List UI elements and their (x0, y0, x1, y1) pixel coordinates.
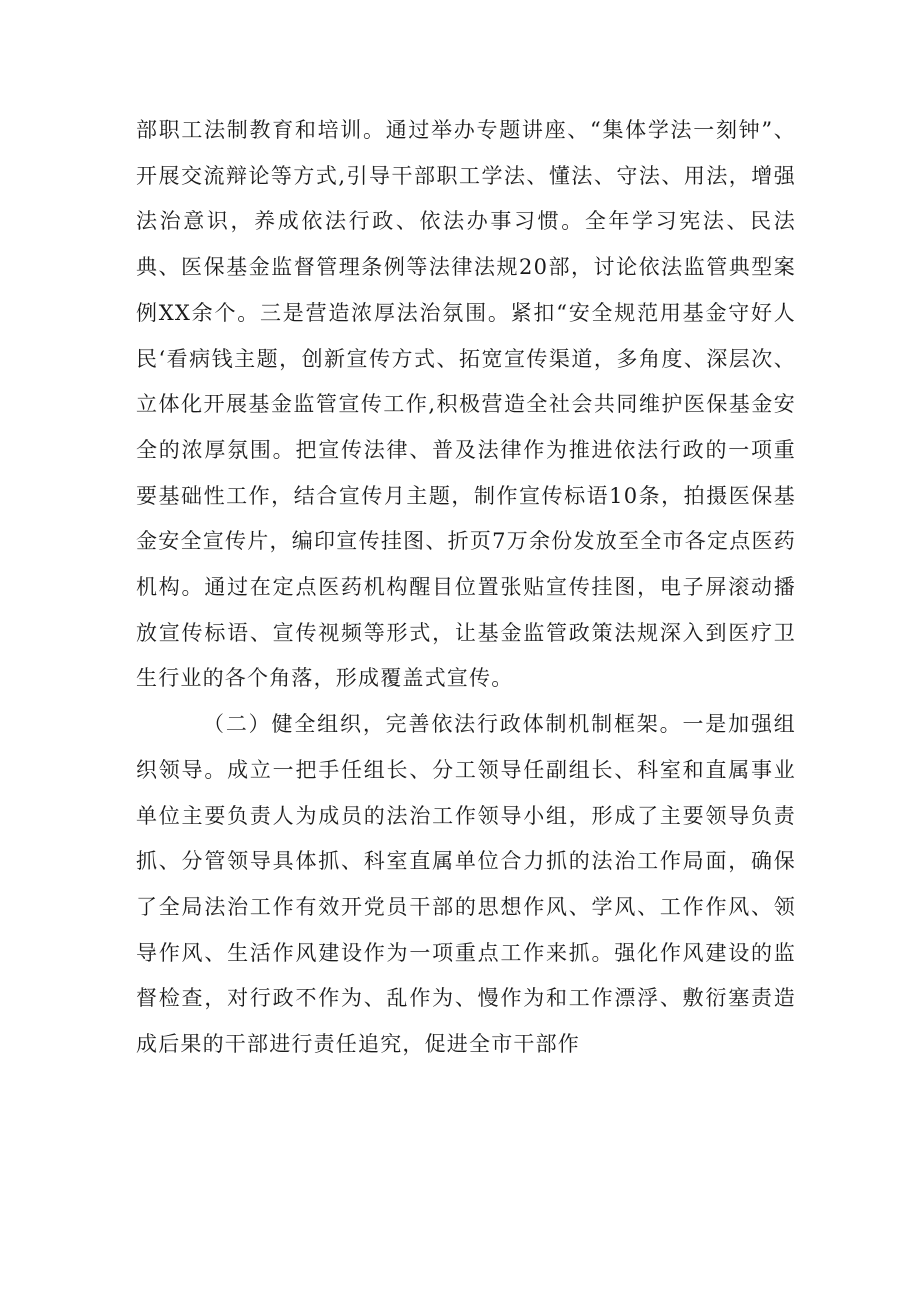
body-text (136, 108, 796, 1068)
paragraph-publicity: 部职工法制教育和培训。通过举办专题讲座、“集体学法一刻钟”、开展交流辩论等方式,引导干部职工学法、懂法、守法、用法，增强法治意识，养成依法行政、依法办事习惯。全年学习宪法、民法典、医保基金监督管理条例等法律法规20部，讨论依法监管典型案例XX余个。三是营造浓厚法治氛围。紧扣“安全规范用基金守好人民‘看病钱主题，创新宣传方式、拓宽宣传渠道，多角度、深层次、立体化开展基金监管宣传工作,积极营造全社会共同维护医保基金安全的浓厚氛围。把宣传法律、普及法律作为推进依法行政的一项重要基础性工作，结合宣传月主题，制作宣传标语10条，拍摄医保基金安全宣传片，编印宣传挂图、折页7万余份发放至全市各定点医药机构。通过在定点医药机构醒目位置张贴宣传挂图，电子屏滚动播放宣传标语、宣传视频等形式，让基金监管政策法规深入到医疗卫生行业的各个角落，形成覆盖式宣传。 (136, 118, 796, 691)
paragraph-organization: （二）健全组织，完善依法行政体制机制框架。一是加强组织领导。成立一把手任组长、分工领导任副组长、科室和直属事业单位主要负责人为成员的法治工作领导小组，形成了主要领导负责抓、分管领导具体抓、科室直属单位合力抓的法治工作局面，确保了全局法治工作有效开党员干部的思想作风、学风、工作作风、领导作风、生活作风建设作为一项重点工作来抓。强化作风建设的监督检查，对行政不作为、乱作为、慢作为和工作漂浮、敷衍塞责造成后果的干部进行责任追究，促进全市干部作 (136, 712, 796, 1057)
